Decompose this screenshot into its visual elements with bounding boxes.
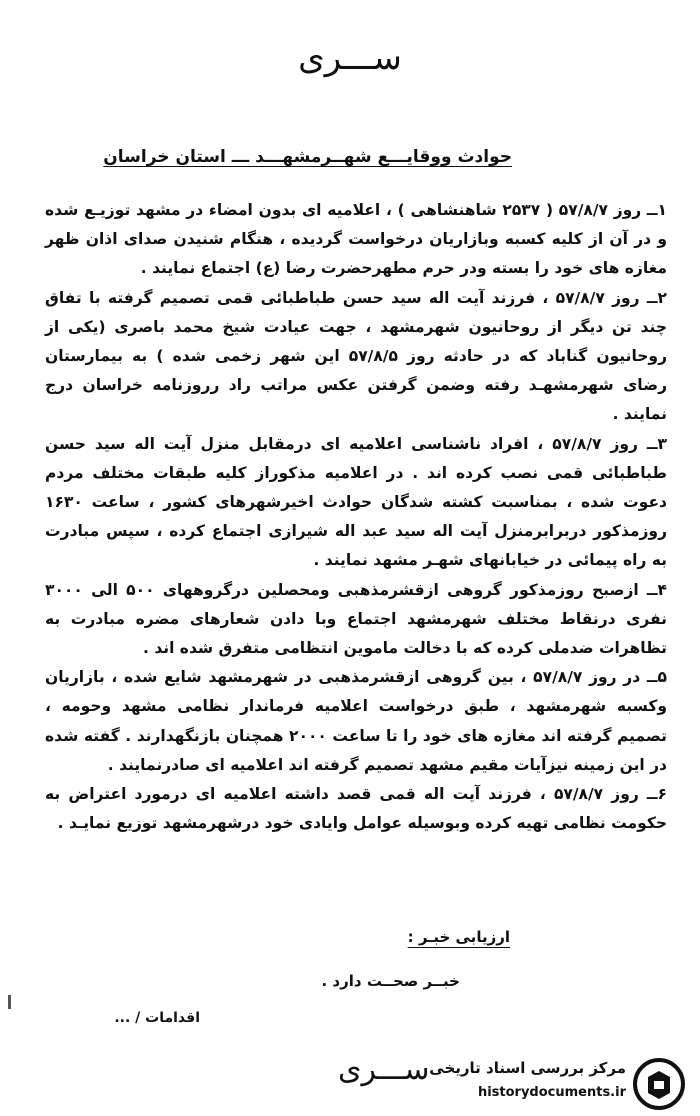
paragraph-4: ۴ــ ازصبح روزمذکور گروهی ازقشرمذهبی ومحصلین درگروههای ۵۰۰ الی ۳۰۰۰ نفری درنقاط مختلف شهرمشهد اجتماع وبا دادن شعارهای مضره مبادرت به تظاهرات ضدملی کرده که با دخالت ماموین انتظامی متفرق شده اند .: [45, 580, 668, 658]
paragraph-5: ۵ــ در روز ۵۷/۸/۷ ، بین گروهی ازقشرمذهبی در شهرمشهد شایع شده ، بازاریان وکسبه شهرمشهد ، طبق درخواست اعلامیه فرماندار نظامی مشهد وحومه ، تصمیم گرفته اند مغازه های خود را تا ساعت ۲۰۰۰ همچنان بازنگهدارند . گفته شده در این زمینه نیزآیات مقیم مشهد تصمیم گرفته اند اعلامیه ای صادرنمایند .: [45, 668, 667, 774]
paragraph-2: ۲ــ روز ۵۷/۸/۷ ، فرزند آیت اله سید حسن طباطبائی قمی تصمیم گرفته با تفاق چند تن دیگر از روحانیون شهرمشهد ، جهت عیادت شیخ محمد باصری (یکی از روحانیون گناباد که در حادثه روز ۵۷/۸/۵ این شهر زخمی شده ) به بیمارستان رضای شهرمشهـد رفته وضمن گرفتن عکس مراتب راد رروزنامه خراسان درج نمایند .: [45, 288, 667, 424]
paragraph-1: ۱ــ روز ۵۷/۸/۷ ( ۲۵۳۷ شاهنشاهی ) ، اعلامیه ای بدون امضاء در مشهد توزیـع شده و در آن از کلیه کسبه وبازاریان درخواست گردیده ، هنگام شنیدن صدای اذان ظهر مغازه های خود را بسته ودر حرم مطهرحضرت رضا (ع) اجتماع نمایند .: [45, 201, 667, 278]
classification-mark-bottom: ســـری: [338, 1052, 430, 1087]
archive-logo: [410, 1055, 690, 1113]
action-text: اقدامات / ...: [114, 1010, 200, 1026]
paragraph-6: ۶ــ روز ۵۷/۸/۷ ، فرزند آیت اله قمی قصد داشته اعلامیه ای درمورد اعتراض به حکومت نظامی تهیه کرده وبوسیله عوامل وایادی خود درشهرمشهد توزیع نمایـد .: [45, 785, 667, 833]
margin-mark: [8, 995, 11, 1009]
archive-emblem-icon: [632, 1057, 686, 1111]
logo-title: مرکز بررسی اسناد تاریخی: [429, 1059, 626, 1077]
paragraph-3: ۳ــ روز ۵۷/۸/۷ ، افراد ناشناسی اعلامیه ای درمقابل منزل آیت اله سید حسن طباطبائی قمی نصب کرده اند . در اعلامیه مذکوراز کلیه طبقات مختلف مردم دعوت شده ، بمناسبت کشته شدگان حوادث اخیرشهرهای کشور ، ساعت ۱۶۳۰ روزمذکور دربرابرمنزل آیت اله سید عبد اله شیرازی اجتماع کرده ، سپس مبادرت به راه پیمائی در خیابانهای شهـر مشهد نمایند .: [45, 434, 667, 570]
evaluation-heading: ارزیابی خبـر :: [407, 928, 510, 946]
logo-url: historydocuments.ir: [477, 1085, 626, 1100]
document-title: حوادث ووقایـــع شهــرمشهـــد ـــ استان خراسان: [103, 147, 512, 167]
classification-mark-top: ســـری: [298, 38, 402, 78]
evaluation-text: خبــر صحــت دارد .: [321, 972, 460, 990]
document-body: [45, 196, 667, 838]
